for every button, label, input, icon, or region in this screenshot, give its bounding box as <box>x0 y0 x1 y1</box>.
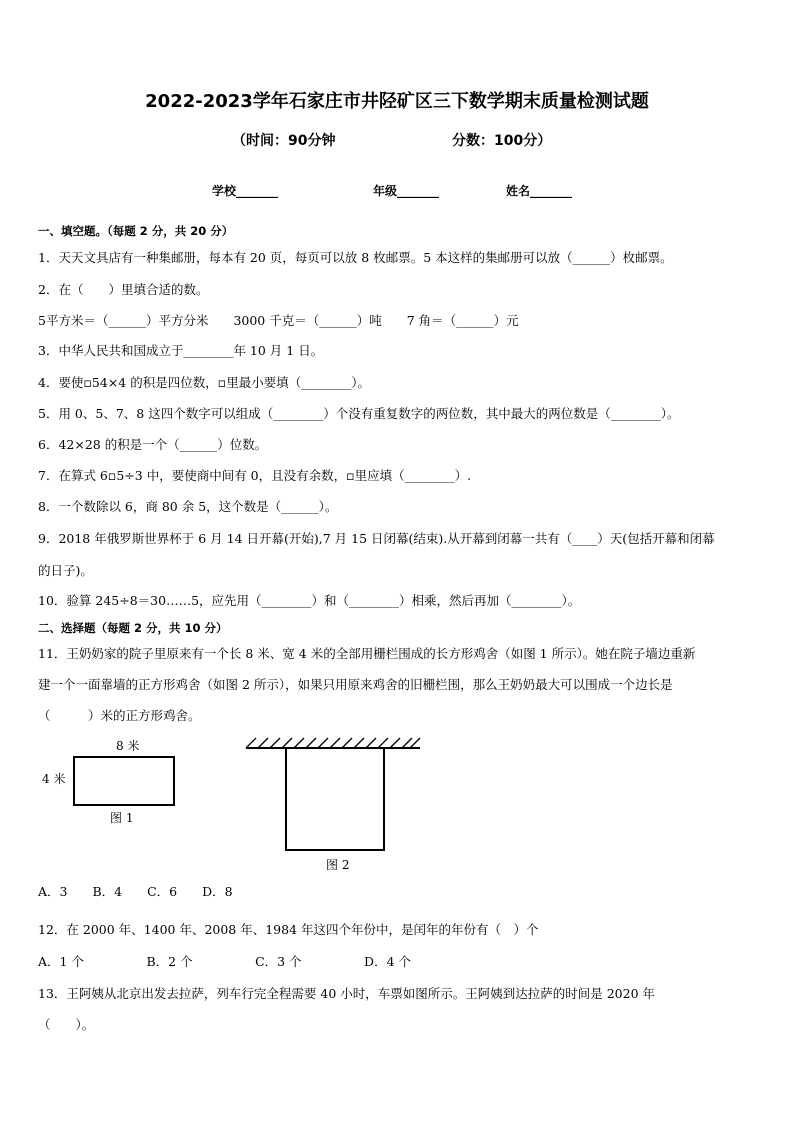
question-3: 3．中华人民共和国成立于________年 10 月 1 日。 <box>38 343 324 358</box>
exam-score: 分数：100分） <box>452 133 552 149</box>
section-fill-heading: 一、填空题。（每题 2 分，共 20 分） <box>38 224 234 238</box>
wall-hatching <box>246 738 420 748</box>
question-4: 4．要使▫54×4 的积是四位数，▫里最小要填（________）。 <box>38 375 370 390</box>
name-field: 姓名_______ <box>506 184 573 198</box>
section-choice-heading: 二、选择题（每题 2 分，共 10 分） <box>38 621 228 635</box>
question-11-line1: 11．王奶奶家的院子里原来有一个长 8 米、宽 4 米的全部用栅栏围成的长方形鸡舍（如图 1 所示）。她在院子墙边重新 <box>38 646 696 661</box>
question-13-line2: （ ）。 <box>38 1017 95 1032</box>
question-11-options: A．3 B．4 C．6 D．8 <box>38 884 233 899</box>
question-12: 12．在 2000 年、1400 年、2008 年、1984 年这四个年份中，是闰年的年份有（ ）个 <box>38 922 539 937</box>
question-13-line1: 13．王阿姨从北京出发去拉萨，列车行完全程需要 40 小时，车票如图所示。王阿姨到达拉萨的时间是 2020 年 <box>38 986 656 1001</box>
square-coop <box>286 748 384 850</box>
question-12-options: A．1 个 B．2 个 C．3 个 D．4 个 <box>38 954 412 969</box>
question-1: 1．天天文具店有一种集邮册，每本有 20 页，每页可以放 8 枚邮票。5 本这样的集邮册可以放（______）枚邮票。 <box>38 250 673 265</box>
figure1-width-label: 4 米 <box>42 772 66 786</box>
question-7: 7．在算式 6▫5÷3 中，要使商中间有 0，且没有余数，▫里应填（________）. <box>38 468 472 483</box>
grade-field: 年级_______ <box>373 184 440 198</box>
question-8: 8．一个数除以 6，商 80 余 5，这个数是（______）。 <box>38 499 338 514</box>
question-6: 6．42×28 的积是一个（______）位数。 <box>38 437 268 452</box>
figure1-caption: 图 1 <box>110 811 134 825</box>
exam-time: （时间：90分钟 <box>232 133 336 149</box>
question-5: 5．用 0、5、7、8 这四个数字可以组成（________）个没有重复数字的两位数，其中最大的两位数是（________）。 <box>38 406 680 421</box>
figure2-caption: 图 2 <box>326 858 350 872</box>
question-11-line2: 建一个一面靠墙的正方形鸡舍（如图 2 所示），如果只用原来鸡舍的旧栅栏围，那么王奶奶最大可以围成一个边长是 <box>38 677 673 692</box>
question-2-items: 5平方米＝（______）平方分米 3000 千克＝（______）吨 7 角＝（______）元 <box>38 313 519 328</box>
school-field: 学校_______ <box>212 184 279 198</box>
question-9-line1: 9．2018 年俄罗斯世界杯于 6 月 14 日开幕(开始),7 月 15 日闭幕(结束).从开幕到闭幕一共有（____）天(包括开幕和闭幕 <box>38 531 715 546</box>
question-2: 2．在（ ）里填合适的数。 <box>38 282 209 297</box>
question-9-line2: 的日子)。 <box>38 563 93 578</box>
question-11-line3: （ ）米的正方形鸡舍。 <box>38 708 201 723</box>
page-title: 2022-2023学年石家庄市井陉矿区三下数学期末质量检测试题 <box>145 91 649 112</box>
figure1-length-label: 8 米 <box>116 739 140 753</box>
figure1-rectangle <box>73 756 175 806</box>
figure2-diagram <box>244 736 424 854</box>
question-10: 10．验算 245÷8＝30……5，应先用（________）和（________）相乘，然后再加（________）。 <box>38 593 581 608</box>
